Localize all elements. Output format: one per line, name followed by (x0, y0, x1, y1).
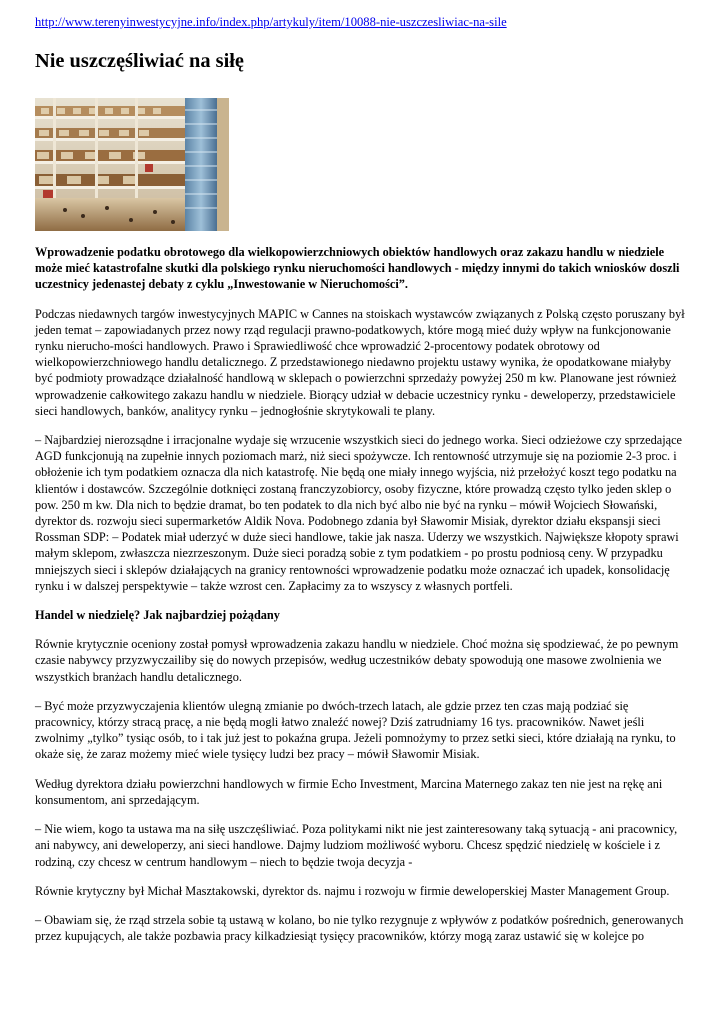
section-heading: Handel w niedzielę? Jak najbardziej pożądany (35, 608, 280, 623)
source-url-link[interactable]: http://www.terenyinwestycyjne.info/index.php/artykuly/item/10088-nie-uszczesliwiac-na-sile (35, 15, 507, 29)
paragraph: Podczas niedawnych targów inwestycyjnych MAPIC w Cannes na stoiskach wystawców związanych z Polską często poruszany był jeden temat – zapowiadanych przez nowy rząd regulacji prawno-podatkowych, które mogą mieć duży wpływ na funkcjonowanie rynku nierucho-mości handlowych. Prawo i Sprawiedliwość chce wprowadzić 2-procentowy podatek obrotowy od wielkopowierzchniowego handlu detalicznego. Z przedstawionego niedawno projektu ustawy wynika, że opodatkowane miałyby być podmioty prowadzące działalność handlową w sklepach o powierzchni sprzedaży powyżej 250 m kw. Planowane jest również wprowadzenie całkowitego zakazu handlu w niedziele. Biorący udział w debacie uczestnicy rynku - deweloperzy, przedstawiciele sieci handlowych, banków, analitycy rynku – jednogłośnie skrytykowali te plany. (35, 306, 685, 418)
paragraph: Według dyrektora działu powierzchni handlowych w firmie Echo Investment, Marcina Maternego zakaz ten nie jest na rękę ani konsumentom, ani sprzedającym. (35, 776, 663, 807)
shopping-mall-photo (35, 98, 229, 231)
mall-image-icon (35, 98, 229, 231)
article-page (35, 14, 690, 957)
paragraph: – Obawiam się, że rząd strzela sobie tą ustawą w kolano, bo nie tylko rezygnuje z wpływów z podatków pośrednich, generowanych przez kupujących, ale także pozbawia pracy kilkadziesiąt tysięcy pracowników, którzy mogą zaraz ustawić się w kolejce po (35, 912, 684, 944)
article-lead: Wprowadzenie podatku obrotowego dla wielkopowierzchniowych obiektów handlowych oraz zakazu handlu w niedziele może mieć katastrofalne skutki dla polskiego rynku nieruchomości handlowych - między innymi do takich wniosków doszli uczestnicy jedenastej debaty z cyklu „Inwestowanie w Nieruchomości”. (35, 245, 680, 292)
paragraph: – Nie wiem, kogo ta ustawa ma na siłę uszczęśliwiać. Poza politykami nikt nie jest zainteresowany taką sytuacją - ani pracownicy, ani nabywcy, ani deweloperzy, ani sieci handlowe. Dajmy ludziom możliwość wyboru. Chcesz spędzić niedzielę w kościele i z rodziną, czy chcesz w centrum handlowym – niech to będzie twoja decyzja - (35, 822, 678, 869)
paragraph: – Być może przyzwyczajenia klientów ulegną zmianie po dwóch-trzech latach, ale gdzie przez ten czas mają podziać się pracownicy, którzy stracą pracę, a nie będą mogli łatwo znaleźć nowej? Dziś zatrudniamy 16 tys. pracowników. Nawet jeśli zwolnimy „tylko” tysiąc osób, to i tak już jest to pokaźna grupa. Jeżeli pomnożymy to przez setki sieci, które działają na rynku, to okaże się, że zaraz możemy mieć wiele tysięcy ludzi bez pracy – mówił Sławomir Misiak. (35, 698, 676, 762)
article-title: Nie uszczęśliwiać na siłę (35, 50, 244, 72)
paragraph: – Najbardziej nierozsądne i irracjonalne wydaje się wrzucenie wszystkich sieci do jednego worka. Sieci odzieżowe czy sprzedające AGD funkcjonują na zupełnie innych poziomach marż, niż sieci spożywcze. Ich rentowność utrzymuje się na poziomie 2-3 proc. i obłożenie ich tym podatkiem oznacza dla nich katastrofę. Nie będą one miały innego wyjścia, niż przełożyć koszt tego podatku na klientów i dostawców. Szczególnie dotknięci zostaną franczyzobiorcy, osoby fizyczne, które prowadzą często tylko jeden sklep o pow. 250 m kw. Dla nich to będzie dramat, bo ten podatek to dla nich być albo nie być na rynku – mówił Wojciech Słowański, dyrektor ds. rozwoju sieci supermarketów Aldik Nova. Podobnego zdania był Sławomir Misiak, dyrektor działu ekspansji sieci Rossman SDP: – Podatek miał uderzyć w duże sieci handlowe, takie jak nasza. Uderzy we wszystkich. Największe kłopoty sprawi małym sklepom, zwłaszcza niezrzeszonym. Duże sieci poradzą sobie z tym podatkiem - po prostu podniosą ceny. W przypadku mniejszych sieci i sklepów działających na granicy rentowności wprowadzenie podatku może oznaczać ich upadek, konsolidację rynku i w dalszej perspektywie – także wzrost cen. Zapłacimy za to wszyscy z własnych portfeli. (35, 433, 683, 593)
paragraph: Równie krytycznie oceniony został pomysł wprowadzenia zakazu handlu w niedziele. Choć można się spodziewać, że po pewnym czasie nabywcy przyzwyczailiby się do nowych przepisów, według uczestników debaty spowodują one masowe zwolnienia we wszystkich branżach handlu detalicznego. (35, 637, 679, 684)
article-body (35, 244, 690, 944)
paragraph: Równie krytyczny był Michał Masztakowski, dyrektor ds. najmu i rozwoju w firmie deweloperskiej Master Management Group. (35, 883, 670, 898)
